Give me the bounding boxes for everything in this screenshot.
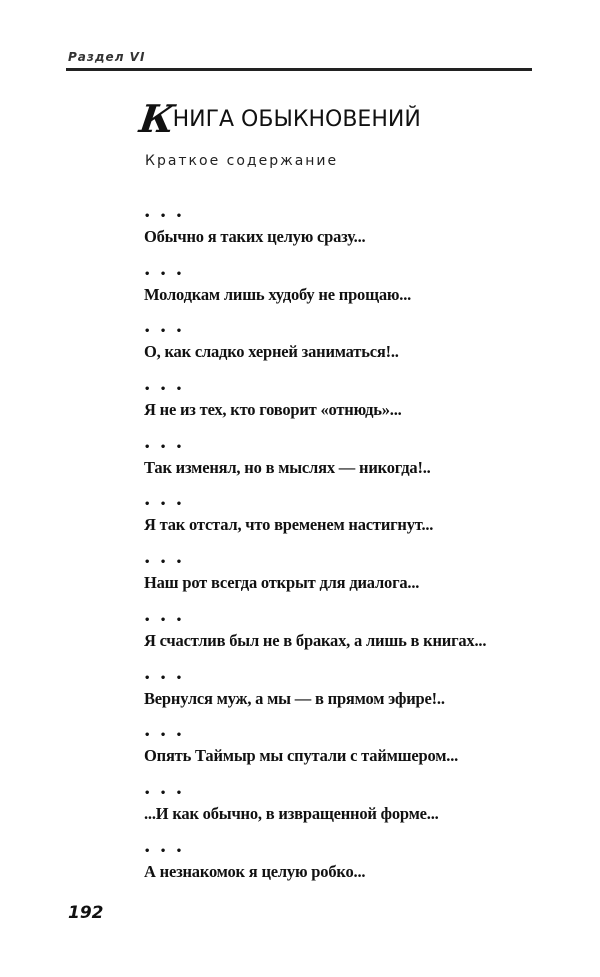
separator-dots: • • • [144, 730, 186, 742]
header-rule [66, 68, 532, 71]
entry-text: Так изменял, но в мыслях — никогда!.. [144, 457, 431, 477]
entry [144, 845, 584, 903]
entry [144, 498, 584, 556]
separator-dots: • • • [144, 499, 186, 511]
entry-text: ...И как обычно, в извращенной форме... [144, 803, 439, 823]
entry [144, 787, 584, 845]
separator-dots: • • • [144, 384, 186, 396]
entry-text: Вернулся муж, а мы — в прямом эфире!.. [144, 688, 445, 708]
entry-text: Молодкам лишь худобу не прощаю... [144, 284, 412, 304]
entry [144, 729, 584, 787]
separator-dots: • • • [144, 672, 186, 684]
entry-text: Обычно я таких целую сразу... [144, 227, 366, 246]
entry [144, 325, 584, 383]
entry [144, 672, 584, 730]
separator-dots: • • • [144, 787, 186, 799]
separator-dots: • • • [144, 845, 186, 857]
entry-text: О, как сладко херней заниматься!.. [144, 342, 399, 362]
entry [144, 441, 584, 499]
entry-text: Я не из тех, кто говорит «отнюдь»... [144, 400, 402, 420]
separator-dots: • • • [144, 441, 186, 453]
chapter-title [136, 96, 421, 141]
entry [144, 556, 584, 614]
running-head: Раздел VI [68, 50, 146, 64]
entry [144, 210, 584, 268]
entry-text: Опять Таймыр мы спутали с таймшером... [144, 746, 459, 766]
title-initial: К [136, 96, 178, 141]
separator-dots: • • • [144, 557, 186, 569]
entry [144, 614, 584, 672]
entry-text: А незнакомок я целую робко... [144, 861, 366, 881]
entry [144, 383, 584, 441]
entry-text: Я так отстал, что временем настигнут... [144, 515, 434, 535]
separator-dots: • • • [144, 614, 186, 626]
separator-dots: • • • [144, 211, 186, 222]
entry-list [144, 210, 584, 902]
separator-dots: • • • [144, 326, 186, 338]
separator-dots: • • • [144, 268, 186, 280]
entry-text: Я счастлив был не в браках, а лишь в книгах... [144, 630, 487, 650]
title-rest: НИГА ОБЫКНОВЕНИЙ [172, 107, 421, 132]
page-number: 192 [68, 903, 104, 923]
entry-text: Наш рот всегда открыт для диалога... [144, 573, 420, 593]
chapter-subtitle: Краткое содержание [145, 153, 339, 169]
entry [144, 268, 584, 326]
